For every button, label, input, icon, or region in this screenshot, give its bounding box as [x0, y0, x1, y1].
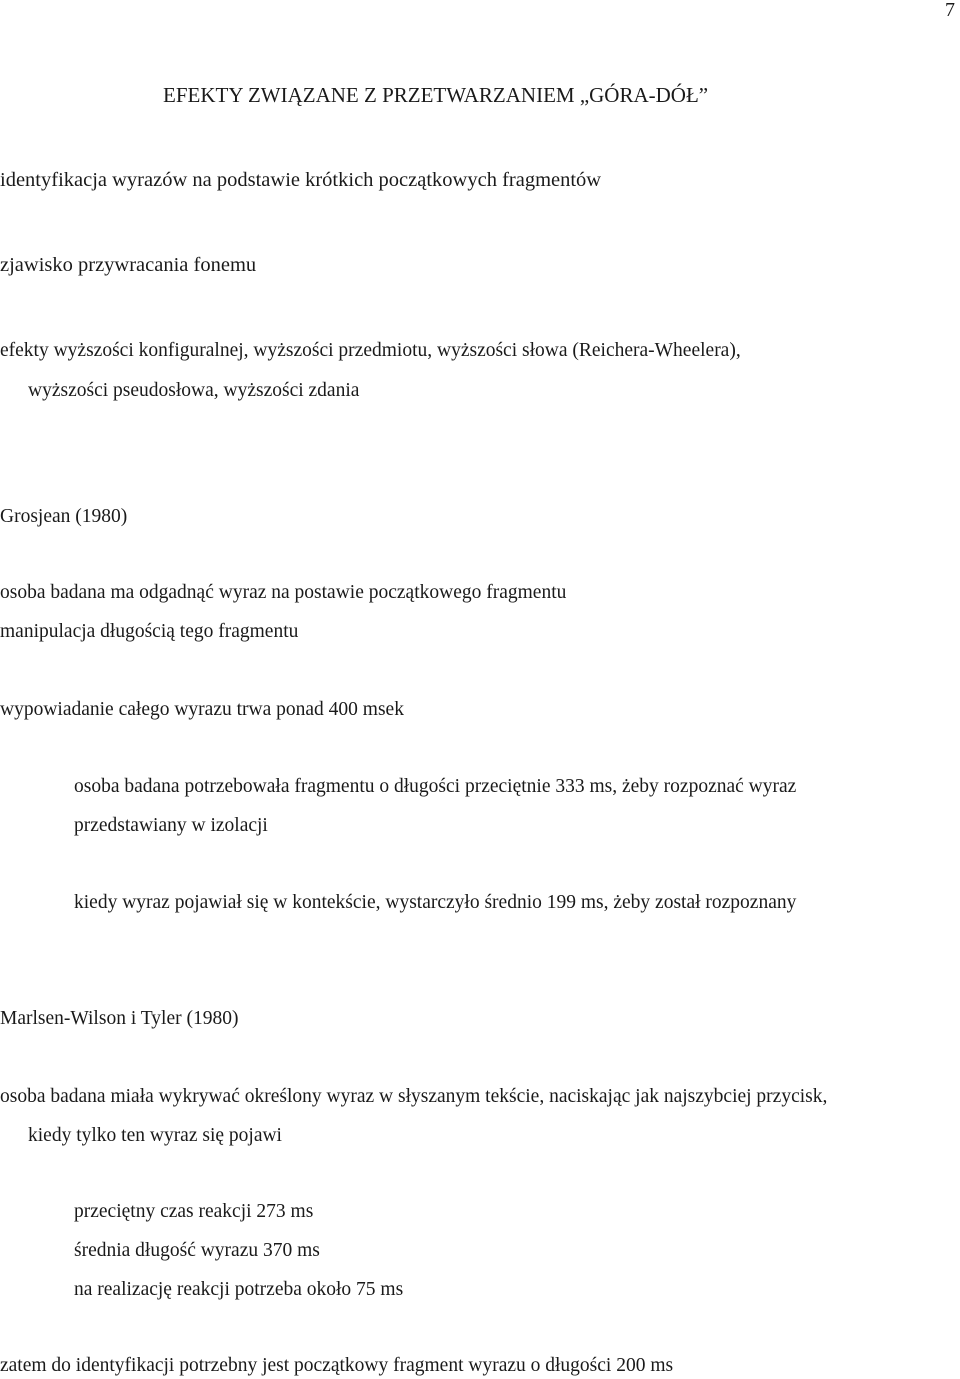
text-line-superiority-effects-cont: wyższości pseudosłowa, wyższości zdania [28, 380, 360, 401]
text-line-isolation-result-cont: przedstawiany w izolacji [74, 815, 268, 836]
text-line-reaction-time: przeciętny czas reakcji 273 ms [74, 1201, 314, 1222]
text-line-word-identification: identyfikacja wyrazów na podstawie krótkich początkowych fragmentów [0, 169, 602, 191]
heading-marlsen-wilson-tyler: Marlsen-Wilson i Tyler (1980) [0, 1008, 239, 1029]
text-line-grosjean-manipulation: manipulacja długością tego fragmentu [0, 621, 299, 642]
heading-grosjean: Grosjean (1980) [0, 506, 128, 527]
text-line-context-result: kiedy wyraz pojawiał się w kontekście, wystarczyło średnio 199 ms, żeby został rozpoznany [74, 892, 797, 913]
text-line-conclusion: zatem do identyfikacji potrzebny jest początkowy fragment wyrazu o długości 200 ms [0, 1355, 674, 1376]
text-line-superiority-effects: efekty wyższości konfiguralnej, wyższości przedmiotu, wyższości słowa (Reichera-Wheelera), [0, 340, 741, 361]
text-line-phoneme-restoration: zjawisko przywracania fonemu [0, 254, 257, 276]
page-title: EFEKTY ZWIĄZANE Z PRZETWARZANIEM „GÓRA-DÓŁ” [163, 83, 709, 107]
text-line-isolation-result: osoba badana potrzebowała fragmentu o długości przeciętnie 333 ms, żeby rozpoznać wyraz [74, 776, 797, 797]
text-line-word-duration: wypowiadanie całego wyrazu trwa ponad 400 msek [0, 699, 404, 720]
text-line-detection-task: osoba badana miała wykrywać określony wyraz w słyszanym tekście, naciskając jak najszybciej przycisk, [0, 1086, 828, 1107]
text-line-detection-task-cont: kiedy tylko ten wyraz się pojawi [28, 1125, 282, 1146]
page-number: 7 [945, 0, 955, 21]
text-line-response-execution: na realizację reakcji potrzeba około 75 ms [74, 1279, 404, 1300]
text-line-word-length: średnia długość wyrazu 370 ms [74, 1240, 320, 1261]
text-line-grosjean-task: osoba badana ma odgadnąć wyraz na postawie początkowego fragmentu [0, 582, 567, 603]
